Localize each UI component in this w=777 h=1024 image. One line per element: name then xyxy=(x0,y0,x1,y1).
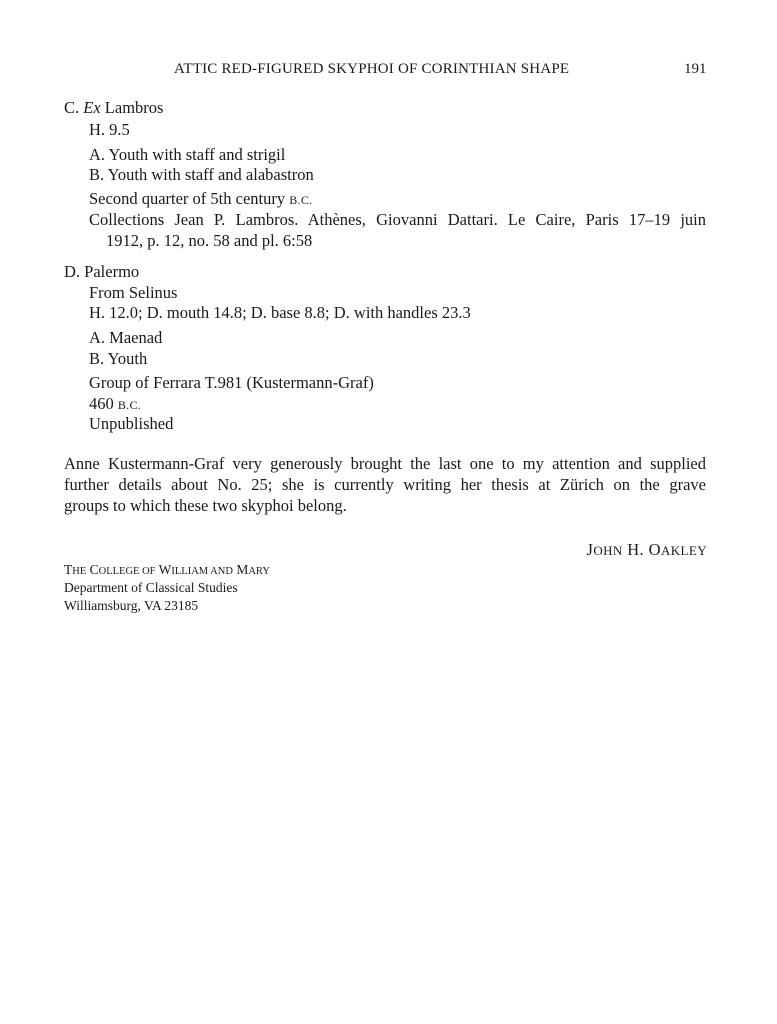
inst-word-3-initial: W xyxy=(155,562,172,577)
paragraph-line-3: groups to which these two skyphoi belong. xyxy=(64,496,347,515)
entry-d-date-era: B.C. xyxy=(117,398,142,412)
inst-word-4-initial: M xyxy=(232,562,249,577)
entry-d-heading xyxy=(64,262,139,282)
running-head: ATTIC RED-FIGURED SKYPHOI OF CORINTHIAN SHAPE xyxy=(174,61,570,77)
entry-c-collections-line-2: 1912, p. 12, no. 58 and pl. 6:58 xyxy=(106,231,313,250)
entry-c-date-text: Second quarter of 5th century xyxy=(89,189,290,208)
entry-d-date xyxy=(89,394,141,414)
entry-d-publication: Unpublished xyxy=(89,414,174,433)
affiliation-city: Williamsburg, VA 23185 xyxy=(64,598,199,613)
paragraph-line-1: Anne Kustermann-Graf very generously brought the last one to my attention and supplied xyxy=(64,454,706,473)
entry-c-date-era: B.C. xyxy=(289,193,313,207)
author-last-initial: O xyxy=(648,540,661,559)
inst-word-2-initial: C xyxy=(86,562,99,577)
entry-d-label: D. xyxy=(64,262,81,281)
author-first-rest: OHN xyxy=(593,543,623,558)
affiliation-institution xyxy=(64,562,270,578)
entry-d-side-b: B. Youth xyxy=(89,349,148,368)
inst-word-1-initial: T xyxy=(64,562,73,577)
author-middle: H. xyxy=(622,540,649,559)
entry-c-label: C. xyxy=(64,98,80,117)
entry-d-dimensions: H. 12.0; D. mouth 14.8; D. base 8.8; D. with handles 23.3 xyxy=(89,303,471,322)
author-first-initial: J xyxy=(586,540,594,559)
author-signature xyxy=(587,540,707,560)
entry-d-attribution: Group of Ferrara T.981 (Kustermann-Graf) xyxy=(89,373,374,392)
author-last-rest: AKLEY xyxy=(660,543,707,558)
inst-word-1-rest: HE xyxy=(72,566,87,577)
inst-word-4-rest: ARY xyxy=(248,566,270,577)
paragraph-line-2: further details about No. 25; she is currently writing her thesis at Zürich on the grave xyxy=(64,475,706,494)
entry-c-title: Lambros xyxy=(100,98,164,117)
page-number: 191 xyxy=(684,61,707,77)
entry-c-date xyxy=(89,189,312,209)
entry-c-side-b: B. Youth with staff and alabastron xyxy=(89,165,314,184)
entry-d-side-a: A. Maenad xyxy=(89,328,163,347)
entry-d-date-text: 460 xyxy=(89,394,118,413)
inst-word-2-rest: OLLEGE OF xyxy=(98,566,156,577)
entry-c-collections-line-1: Collections Jean P. Lambros. Athènes, Giovanni Dattari. Le Caire, Paris 17–19 juin xyxy=(89,210,706,229)
entry-d-title: Palermo xyxy=(84,262,140,281)
entry-c-title-italic: Ex xyxy=(83,98,101,117)
inst-word-3-rest: ILLIAM AND xyxy=(171,566,233,577)
affiliation-department: Department of Classical Studies xyxy=(64,580,238,595)
entry-d-provenance: From Selinus xyxy=(89,283,178,302)
entry-c-side-a: A. Youth with staff and strigil xyxy=(89,145,286,164)
entry-c-heading xyxy=(64,98,163,118)
entry-c-height: H. 9.5 xyxy=(89,120,130,139)
